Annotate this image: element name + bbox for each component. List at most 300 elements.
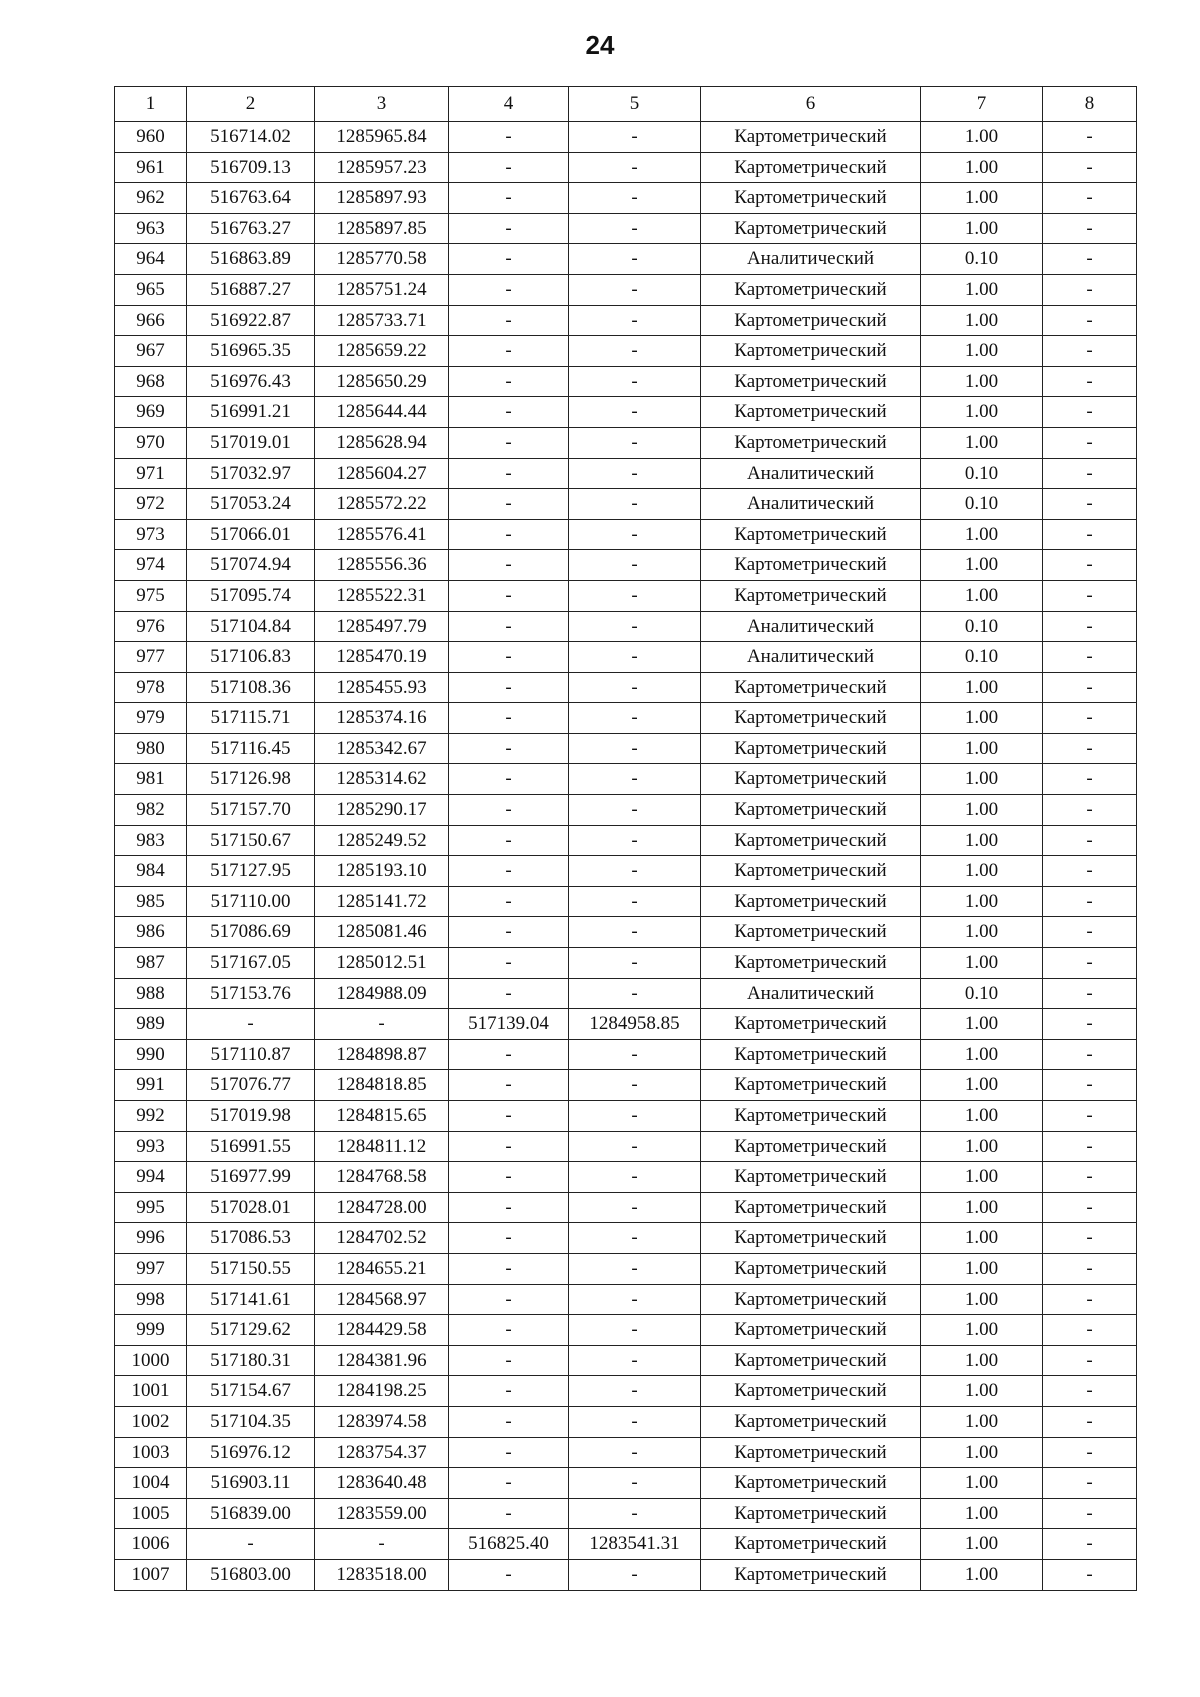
table-cell-col-6: Картометрический	[701, 580, 921, 611]
table-cell-col-3: 1285770.58	[315, 244, 449, 275]
table-cell-col-1: 977	[115, 642, 187, 673]
table-cell-col-2: 516903.11	[187, 1468, 315, 1499]
table-cell-col-5: -	[569, 1101, 701, 1132]
table-cell-col-3: 1284898.87	[315, 1039, 449, 1070]
table-cell-col-5: -	[569, 1315, 701, 1346]
table-cell-col-8: -	[1043, 642, 1137, 673]
table-cell-col-8: -	[1043, 611, 1137, 642]
table-cell-col-8: -	[1043, 580, 1137, 611]
table-cell-col-1: 967	[115, 336, 187, 367]
table-cell-col-1: 990	[115, 1039, 187, 1070]
table-cell-col-1: 974	[115, 550, 187, 581]
table-cell-col-5: -	[569, 122, 701, 153]
table-cell-col-3: 1285342.67	[315, 733, 449, 764]
table-cell-col-7: 1.00	[921, 795, 1043, 826]
table-cell-col-7: 1.00	[921, 274, 1043, 305]
table-row	[115, 519, 1137, 550]
table-cell-col-5: -	[569, 1192, 701, 1223]
table-cell-col-7: 1.00	[921, 1437, 1043, 1468]
table-cell-col-6: Картометрический	[701, 856, 921, 887]
table-cell-col-5: -	[569, 305, 701, 336]
table-row	[115, 366, 1137, 397]
table-cell-col-6: Картометрический	[701, 1223, 921, 1254]
table-cell-col-2: 517019.01	[187, 427, 315, 458]
table-cell-col-4: -	[449, 642, 569, 673]
table-cell-col-8: -	[1043, 1345, 1137, 1376]
table-cell-col-3: 1284728.00	[315, 1192, 449, 1223]
table-cell-col-2: 517180.31	[187, 1345, 315, 1376]
table-cell-col-5: -	[569, 427, 701, 458]
table-cell-col-6: Картометрический	[701, 1345, 921, 1376]
table-cell-col-1: 1003	[115, 1437, 187, 1468]
table-cell-col-7: 1.00	[921, 825, 1043, 856]
table-cell-col-3: 1285604.27	[315, 458, 449, 489]
table-cell-col-4: -	[449, 1223, 569, 1254]
table-cell-col-7: 1.00	[921, 122, 1043, 153]
table-cell-col-1: 996	[115, 1223, 187, 1254]
table-cell-col-7: 1.00	[921, 1468, 1043, 1499]
table-cell-col-3: 1285650.29	[315, 366, 449, 397]
table-cell-col-8: -	[1043, 1529, 1137, 1560]
table-cell-col-1: 978	[115, 672, 187, 703]
table-cell-col-7: 1.00	[921, 366, 1043, 397]
table-cell-col-5: -	[569, 825, 701, 856]
table-cell-col-1: 1004	[115, 1468, 187, 1499]
table-cell-col-1: 964	[115, 244, 187, 275]
table-cell-col-7: 1.00	[921, 519, 1043, 550]
table-cell-col-1: 987	[115, 948, 187, 979]
header-row	[115, 87, 1137, 122]
table-cell-col-4: -	[449, 1315, 569, 1346]
table-row	[115, 917, 1137, 948]
table-cell-col-6: Картометрический	[701, 1529, 921, 1560]
table-cell-col-3: 1285897.93	[315, 183, 449, 214]
table-cell-col-8: -	[1043, 856, 1137, 887]
table-cell-col-8: -	[1043, 458, 1137, 489]
table-cell-col-4: -	[449, 183, 569, 214]
table-cell-col-3: 1285249.52	[315, 825, 449, 856]
table-cell-col-4: -	[449, 1070, 569, 1101]
table-cell-col-5: 1283541.31	[569, 1529, 701, 1560]
table-cell-col-5: -	[569, 1284, 701, 1315]
table-cell-col-2: 517032.97	[187, 458, 315, 489]
table-cell-col-8: -	[1043, 1559, 1137, 1590]
table-row	[115, 1498, 1137, 1529]
table-row	[115, 580, 1137, 611]
table-cell-col-2: 517116.45	[187, 733, 315, 764]
table-cell-col-1: 997	[115, 1253, 187, 1284]
table-cell-col-8: -	[1043, 213, 1137, 244]
table-cell-col-1: 1001	[115, 1376, 187, 1407]
table-cell-col-7: 1.00	[921, 1529, 1043, 1560]
table-cell-col-4: -	[449, 1468, 569, 1499]
table-cell-col-1: 968	[115, 366, 187, 397]
table-row	[115, 1101, 1137, 1132]
table-cell-col-8: -	[1043, 703, 1137, 734]
table-row	[115, 856, 1137, 887]
table-cell-col-5: -	[569, 795, 701, 826]
table-cell-col-2: 517110.00	[187, 886, 315, 917]
table-cell-col-2: 517095.74	[187, 580, 315, 611]
table-row	[115, 1376, 1137, 1407]
table-cell-col-4: -	[449, 1162, 569, 1193]
table-cell-col-2: 517053.24	[187, 489, 315, 520]
table-cell-col-4: -	[449, 795, 569, 826]
table-row	[115, 672, 1137, 703]
table-cell-col-8: -	[1043, 1192, 1137, 1223]
table-cell-col-1: 979	[115, 703, 187, 734]
table-cell-col-7: 0.10	[921, 489, 1043, 520]
table-row	[115, 152, 1137, 183]
table-cell-col-7: 1.00	[921, 213, 1043, 244]
table-cell-col-6: Картометрический	[701, 1162, 921, 1193]
table-cell-col-6: Картометрический	[701, 703, 921, 734]
table-cell-col-8: -	[1043, 397, 1137, 428]
table-cell-col-5: -	[569, 1131, 701, 1162]
table-cell-col-8: -	[1043, 1223, 1137, 1254]
table-cell-col-2: 517074.94	[187, 550, 315, 581]
table-cell-col-6: Картометрический	[701, 1101, 921, 1132]
table-cell-col-1: 962	[115, 183, 187, 214]
table-row	[115, 550, 1137, 581]
table-cell-col-3: 1283518.00	[315, 1559, 449, 1590]
table-cell-col-5: -	[569, 519, 701, 550]
table-cell-col-4: -	[449, 703, 569, 734]
table-cell-col-7: 0.10	[921, 458, 1043, 489]
table-cell-col-6: Картометрический	[701, 1498, 921, 1529]
table-cell-col-8: -	[1043, 336, 1137, 367]
table-cell-col-6: Картометрический	[701, 733, 921, 764]
table-cell-col-7: 1.00	[921, 948, 1043, 979]
table-cell-col-6: Картометрический	[701, 1468, 921, 1499]
table-row	[115, 825, 1137, 856]
table-cell-col-8: -	[1043, 489, 1137, 520]
table-cell-col-5: -	[569, 1345, 701, 1376]
table-row	[115, 458, 1137, 489]
table-cell-col-7: 1.00	[921, 672, 1043, 703]
table-cell-col-7: 1.00	[921, 336, 1043, 367]
table-cell-col-6: Аналитический	[701, 642, 921, 673]
table-cell-col-6: Картометрический	[701, 886, 921, 917]
table-cell-col-6: Картометрический	[701, 1406, 921, 1437]
table-cell-col-2: 517150.55	[187, 1253, 315, 1284]
table-cell-col-5: -	[569, 336, 701, 367]
table-cell-col-1: 989	[115, 1009, 187, 1040]
table-cell-col-5: -	[569, 733, 701, 764]
table-cell-col-1: 998	[115, 1284, 187, 1315]
table-cell-col-5: -	[569, 1070, 701, 1101]
table-row	[115, 978, 1137, 1009]
table-cell-col-4: -	[449, 1498, 569, 1529]
column-header-8: 8	[1043, 87, 1137, 122]
table-cell-col-2: 516965.35	[187, 336, 315, 367]
table-cell-col-6: Картометрический	[701, 122, 921, 153]
table-cell-col-8: -	[1043, 948, 1137, 979]
table-cell-col-1: 969	[115, 397, 187, 428]
table-cell-col-7: 1.00	[921, 1192, 1043, 1223]
table-row	[115, 213, 1137, 244]
table-cell-col-1: 960	[115, 122, 187, 153]
table-cell-col-1: 966	[115, 305, 187, 336]
table-cell-col-4: -	[449, 244, 569, 275]
coordinates-table	[114, 86, 1137, 1591]
table-row	[115, 886, 1137, 917]
column-header-7: 7	[921, 87, 1043, 122]
table-cell-col-2: 516991.55	[187, 1131, 315, 1162]
table-cell-col-7: 1.00	[921, 305, 1043, 336]
table-cell-col-3: 1284702.52	[315, 1223, 449, 1254]
table-cell-col-6: Картометрический	[701, 825, 921, 856]
table-cell-col-8: -	[1043, 978, 1137, 1009]
table-cell-col-8: -	[1043, 152, 1137, 183]
table-cell-col-1: 981	[115, 764, 187, 795]
table-cell-col-3: 1285374.16	[315, 703, 449, 734]
table-cell-col-2: 516714.02	[187, 122, 315, 153]
table-cell-col-2: 517127.95	[187, 856, 315, 887]
table-cell-col-6: Картометрический	[701, 1131, 921, 1162]
table-row	[115, 1192, 1137, 1223]
table-cell-col-8: -	[1043, 1437, 1137, 1468]
table-cell-col-8: -	[1043, 1101, 1137, 1132]
table-cell-col-2: 517129.62	[187, 1315, 315, 1346]
table-cell-col-2: 516976.43	[187, 366, 315, 397]
table-row	[115, 274, 1137, 305]
table-cell-col-8: -	[1043, 1039, 1137, 1070]
table-cell-col-6: Картометрический	[701, 152, 921, 183]
table-cell-col-7: 1.00	[921, 550, 1043, 581]
table-cell-col-8: -	[1043, 1468, 1137, 1499]
table-cell-col-1: 963	[115, 213, 187, 244]
table-cell-col-4: -	[449, 733, 569, 764]
table-cell-col-7: 1.00	[921, 1101, 1043, 1132]
table-cell-col-1: 991	[115, 1070, 187, 1101]
table-row	[115, 427, 1137, 458]
table-cell-col-1: 994	[115, 1162, 187, 1193]
table-row	[115, 336, 1137, 367]
table-cell-col-5: -	[569, 550, 701, 581]
column-header-6: 6	[701, 87, 921, 122]
table-cell-col-6: Картометрический	[701, 397, 921, 428]
table-cell-col-6: Картометрический	[701, 1315, 921, 1346]
table-cell-col-2: 517141.61	[187, 1284, 315, 1315]
table-cell-col-6: Картометрический	[701, 948, 921, 979]
table-cell-col-2: 516863.89	[187, 244, 315, 275]
table-cell-col-4: -	[449, 1406, 569, 1437]
table-cell-col-5: -	[569, 917, 701, 948]
table-cell-col-8: -	[1043, 305, 1137, 336]
table-row	[115, 183, 1137, 214]
table-cell-col-5: -	[569, 764, 701, 795]
table-cell-col-4: -	[449, 856, 569, 887]
table-cell-col-5: -	[569, 1223, 701, 1254]
table-cell-col-5: -	[569, 397, 701, 428]
table-cell-col-3: 1284988.09	[315, 978, 449, 1009]
table-cell-col-2: 517019.98	[187, 1101, 315, 1132]
table-cell-col-4: -	[449, 1284, 569, 1315]
table-cell-col-4: -	[449, 1376, 569, 1407]
table-row	[115, 795, 1137, 826]
table-cell-col-3: -	[315, 1009, 449, 1040]
table-cell-col-4: -	[449, 1039, 569, 1070]
table-cell-col-3: 1285470.19	[315, 642, 449, 673]
table-cell-col-4: -	[449, 427, 569, 458]
table-cell-col-2: 517157.70	[187, 795, 315, 826]
table-cell-col-3: 1285644.44	[315, 397, 449, 428]
table-cell-col-7: 1.00	[921, 703, 1043, 734]
table-cell-col-6: Картометрический	[701, 672, 921, 703]
table-cell-col-1: 1002	[115, 1406, 187, 1437]
table-cell-col-2: 516839.00	[187, 1498, 315, 1529]
table-row	[115, 642, 1137, 673]
table-cell-col-1: 984	[115, 856, 187, 887]
table-cell-col-4: -	[449, 550, 569, 581]
table-cell-col-7: 1.00	[921, 1284, 1043, 1315]
table-cell-col-6: Картометрический	[701, 183, 921, 214]
table-row	[115, 1039, 1137, 1070]
table-row	[115, 305, 1137, 336]
table-row	[115, 948, 1137, 979]
table-row	[115, 1162, 1137, 1193]
table-cell-col-6: Картометрический	[701, 1437, 921, 1468]
table-cell-col-4: -	[449, 1559, 569, 1590]
table-cell-col-2: 517066.01	[187, 519, 315, 550]
table-cell-col-1: 1000	[115, 1345, 187, 1376]
table-cell-col-7: 1.00	[921, 183, 1043, 214]
table-cell-col-2: 517086.69	[187, 917, 315, 948]
table-cell-col-7: 1.00	[921, 917, 1043, 948]
table-cell-col-3: 1285957.23	[315, 152, 449, 183]
table-cell-col-6: Аналитический	[701, 244, 921, 275]
table-cell-col-6: Картометрический	[701, 305, 921, 336]
table-cell-col-8: -	[1043, 519, 1137, 550]
table-cell-col-4: -	[449, 519, 569, 550]
table-cell-col-3: 1284768.58	[315, 1162, 449, 1193]
table-cell-col-8: -	[1043, 550, 1137, 581]
table-cell-col-7: 1.00	[921, 1345, 1043, 1376]
table-cell-col-2: 517076.77	[187, 1070, 315, 1101]
table-cell-col-7: 1.00	[921, 1162, 1043, 1193]
table-cell-col-3: 1285497.79	[315, 611, 449, 642]
table-row	[115, 489, 1137, 520]
table-cell-col-1: 1007	[115, 1559, 187, 1590]
table-cell-col-5: -	[569, 672, 701, 703]
table-cell-col-8: -	[1043, 733, 1137, 764]
table-cell-col-3: 1283640.48	[315, 1468, 449, 1499]
table-cell-col-5: -	[569, 1406, 701, 1437]
table-cell-col-2: -	[187, 1009, 315, 1040]
table-cell-col-3: 1283559.00	[315, 1498, 449, 1529]
table-cell-col-4: -	[449, 825, 569, 856]
table-row	[115, 1406, 1137, 1437]
table-cell-col-7: 1.00	[921, 1498, 1043, 1529]
table-cell-col-8: -	[1043, 825, 1137, 856]
table-cell-col-8: -	[1043, 1009, 1137, 1040]
table-row	[115, 1437, 1137, 1468]
table-cell-col-1: 961	[115, 152, 187, 183]
table-cell-col-8: -	[1043, 1070, 1137, 1101]
table-cell-col-2: 517028.01	[187, 1192, 315, 1223]
table-row	[115, 764, 1137, 795]
table-cell-col-4: -	[449, 274, 569, 305]
table-cell-col-2: 517115.71	[187, 703, 315, 734]
table-cell-col-3: 1285965.84	[315, 122, 449, 153]
table-cell-col-7: 1.00	[921, 1131, 1043, 1162]
table-cell-col-1: 992	[115, 1101, 187, 1132]
table-cell-col-7: 1.00	[921, 733, 1043, 764]
table-cell-col-5: -	[569, 152, 701, 183]
table-cell-col-7: 1.00	[921, 764, 1043, 795]
table-cell-col-2: 517150.67	[187, 825, 315, 856]
table-cell-col-2: 517167.05	[187, 948, 315, 979]
table-cell-col-8: -	[1043, 1162, 1137, 1193]
table-cell-col-2: 516709.13	[187, 152, 315, 183]
table-row	[115, 733, 1137, 764]
table-cell-col-2: 517110.87	[187, 1039, 315, 1070]
table-cell-col-3: 1284568.97	[315, 1284, 449, 1315]
table-cell-col-2: 517106.83	[187, 642, 315, 673]
table-cell-col-2: 516977.99	[187, 1162, 315, 1193]
table-cell-col-4: -	[449, 1437, 569, 1468]
table-cell-col-3: 1284429.58	[315, 1315, 449, 1346]
table-cell-col-5: -	[569, 1253, 701, 1284]
table-cell-col-1: 970	[115, 427, 187, 458]
table-cell-col-3: 1285455.93	[315, 672, 449, 703]
table-cell-col-5: -	[569, 1498, 701, 1529]
page-number: 24	[585, 30, 615, 60]
table-cell-col-3: 1285141.72	[315, 886, 449, 917]
table-cell-col-6: Картометрический	[701, 1070, 921, 1101]
table-cell-col-8: -	[1043, 183, 1137, 214]
table-cell-col-4: -	[449, 366, 569, 397]
table-cell-col-6: Картометрический	[701, 795, 921, 826]
table-body	[115, 122, 1137, 1591]
table-cell-col-4: -	[449, 978, 569, 1009]
table-cell-col-6: Картометрический	[701, 1559, 921, 1590]
table-cell-col-4: -	[449, 489, 569, 520]
table-cell-col-5: -	[569, 1468, 701, 1499]
table-cell-col-7: 1.00	[921, 580, 1043, 611]
table-cell-col-2: 517104.84	[187, 611, 315, 642]
table-cell-col-7: 1.00	[921, 1223, 1043, 1254]
table-cell-col-8: -	[1043, 1406, 1137, 1437]
table-cell-col-5: -	[569, 1559, 701, 1590]
table-cell-col-4: 516825.40	[449, 1529, 569, 1560]
table-cell-col-2: 516922.87	[187, 305, 315, 336]
table-cell-col-1: 985	[115, 886, 187, 917]
table-cell-col-5: -	[569, 886, 701, 917]
table-cell-col-2: 517126.98	[187, 764, 315, 795]
table-row	[115, 244, 1137, 275]
table-cell-col-1: 971	[115, 458, 187, 489]
table-cell-col-5: 1284958.85	[569, 1009, 701, 1040]
table-cell-col-3: 1285556.36	[315, 550, 449, 581]
table-cell-col-3: 1285522.31	[315, 580, 449, 611]
table-cell-col-1: 1006	[115, 1529, 187, 1560]
column-header-2: 2	[187, 87, 315, 122]
table-cell-col-5: -	[569, 856, 701, 887]
table-row	[115, 1009, 1137, 1040]
table-cell-col-2: -	[187, 1529, 315, 1560]
table-row	[115, 1345, 1137, 1376]
table-cell-col-5: -	[569, 244, 701, 275]
table-cell-col-6: Картометрический	[701, 764, 921, 795]
table-cell-col-7: 1.00	[921, 1406, 1043, 1437]
table-cell-col-4: -	[449, 152, 569, 183]
table-cell-col-3: 1285572.22	[315, 489, 449, 520]
table-cell-col-4: -	[449, 122, 569, 153]
table-cell-col-7: 0.10	[921, 244, 1043, 275]
table-cell-col-5: -	[569, 1162, 701, 1193]
